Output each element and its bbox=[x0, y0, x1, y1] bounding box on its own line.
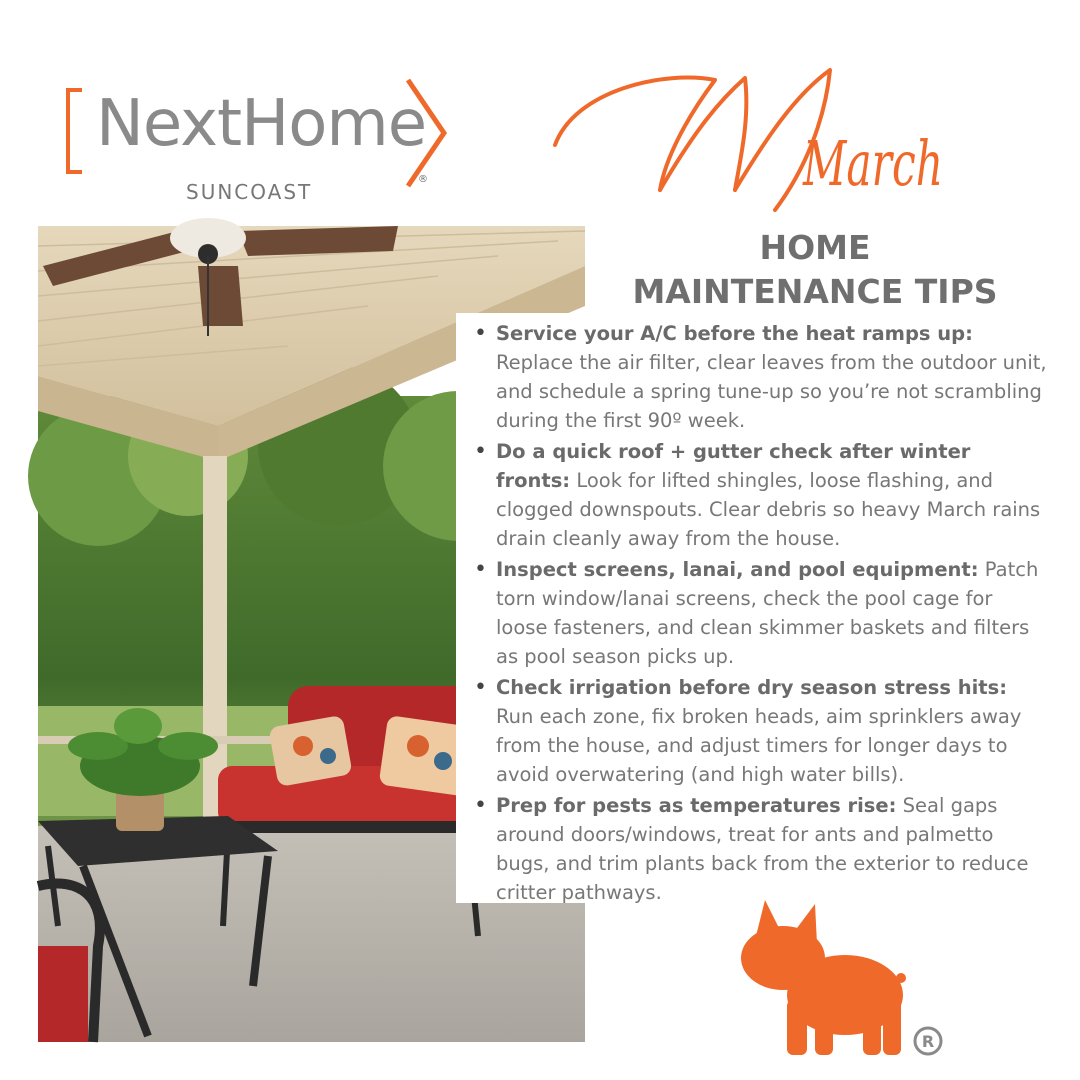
tip-title: Service your A/C before the heat ramps up: bbox=[496, 322, 973, 345]
tip-title: Do a quick roof + gutter check after winter fronts: bbox=[496, 440, 971, 492]
heading-line-2: MAINTENANCE TIPS bbox=[632, 272, 998, 311]
registered-trademark-icon bbox=[912, 1025, 944, 1057]
tip-title: Check irrigation before dry season stress hits: bbox=[496, 676, 1008, 699]
svg-text:R: R bbox=[921, 1032, 935, 1051]
month-title-text: March bbox=[802, 127, 943, 200]
tips-panel bbox=[456, 313, 1056, 903]
month-title bbox=[545, 50, 965, 220]
french-bulldog-icon bbox=[735, 900, 905, 1060]
nexthome-logo bbox=[60, 70, 460, 210]
list-item bbox=[496, 791, 1056, 907]
page-heading bbox=[600, 226, 1030, 314]
tip-body: Run each zone, fix broken heads, aim sprinklers away from the house, and adjust timers for longer days to avoid overwatering (and high water bills). bbox=[496, 705, 1022, 786]
list-item bbox=[496, 437, 1056, 553]
chevron-right-icon bbox=[402, 76, 452, 190]
heading-line-1: HOME bbox=[759, 228, 871, 267]
logo-subtitle: SUNCOAST bbox=[186, 180, 313, 204]
tip-body: Replace the air filter, clear leaves from the outdoor unit, and schedule a spring tune-up so you’re not scrambling during the first 90º week. bbox=[496, 351, 1047, 432]
registered-mark: ® bbox=[418, 174, 428, 185]
tip-body: Patch torn window/lanai screens, check the pool cage for loose fasteners, and clean skimmer baskets and filters as pool season picks up. bbox=[496, 558, 1039, 668]
list-item bbox=[496, 319, 1056, 435]
list-item bbox=[496, 555, 1056, 671]
tip-title: Inspect screens, lanai, and pool equipment: bbox=[496, 558, 979, 581]
list-item bbox=[496, 673, 1056, 789]
tip-title: Prep for pests as temperatures rise: bbox=[496, 794, 897, 817]
logo-wordmark: NextHome bbox=[96, 87, 427, 161]
tip-body: Seal gaps around doors/windows, treat for ants and palmetto bugs, and trim plants back from the exterior to reduce critter pathways. bbox=[496, 794, 1029, 904]
bracket-left-icon bbox=[66, 88, 82, 174]
tip-body: Look for lifted shingles, loose flashing, and clogged downspouts. Clear debris so heavy March rains drain cleanly away from the house. bbox=[496, 469, 1041, 550]
tips-list bbox=[456, 313, 1056, 907]
